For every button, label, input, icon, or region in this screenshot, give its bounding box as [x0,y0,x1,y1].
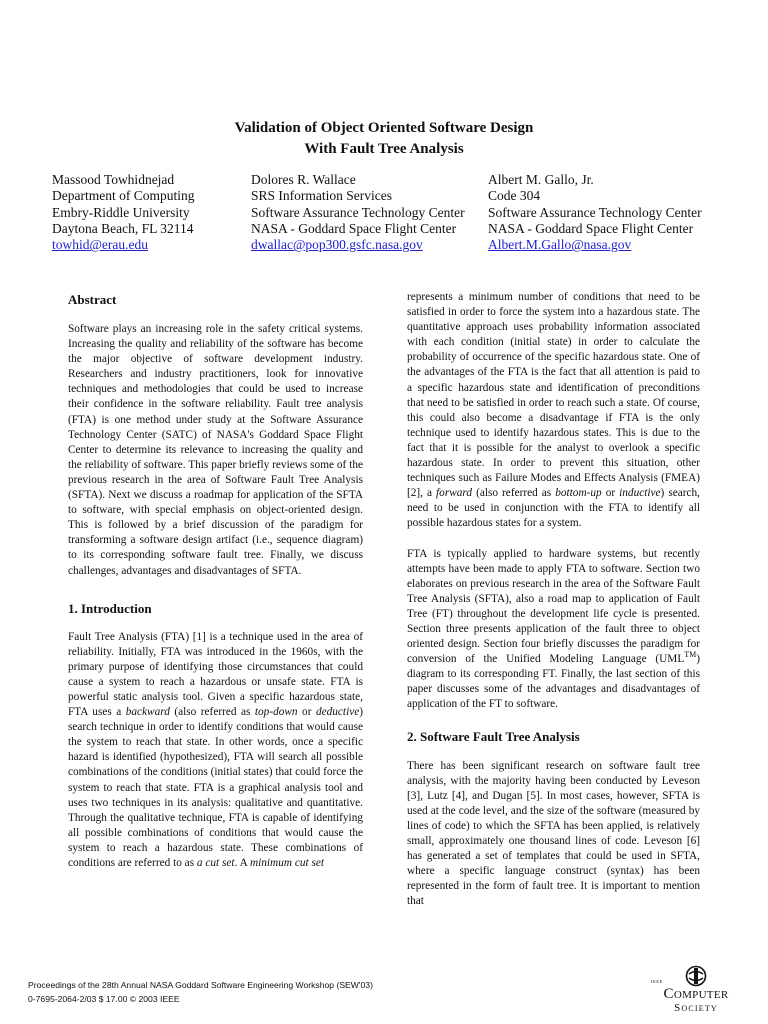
footer-proceedings-line: Proceedings of the 28th Annual NASA Goddard Software Engineering Workshop (SEW'03) [28,980,373,990]
author-name: Dolores R. Wallace [251,172,356,187]
author-email-link[interactable]: Albert.M.Gallo@nasa.gov [488,237,632,253]
section-2-text: There has been significant research on software fault tree analysis, with the majority having been conducted by Leveson [3], Lutz [4], and Dugan [5]. In most cases, however, SFTA is used at the code level, and the size of the software (measured by lines of code) to which the SFTA has been applied, is relatively small, approximately one thousand lines of code. Leveson [6] has generated a set of templates that could be used in SFTA, where a specific language construct (syntax) has been represented in the form of fault tree. It is important to mention that [407,759,700,908]
author-3 [488,172,702,253]
abstract-heading: Abstract [68,292,117,307]
author-affiliation: Embry-Riddle University [52,204,190,220]
footer-copyright-line: 0-7695-2064-2/03 $ 17.00 © 2003 IEEE [28,994,180,1004]
author-name: Albert M. Gallo, Jr. [488,172,594,187]
logo-line-computer: Computer [663,986,729,1002]
title-line-2: With Fault Tree Analysis [304,141,464,157]
section-2-heading: 2. Software Fault Tree Analysis [407,728,580,744]
right-column [407,290,700,909]
author-affiliation: Software Assurance Technology Center [488,204,702,220]
author-1 [52,172,194,253]
logo-line-society: Society [674,1002,718,1014]
intro-continued-paragraph: represents a minimum number of conditions that need to be satisfied in order to force the system into a hazardous state. The quantitative approach uses probability information associated with each condition (initial state) in order to calculate the probability of occurrence of the specific hazardous state. One of the advantages of the FTA is the fact that all attention is paid to a specific hazardous state and identification of preconditions that need to be satisfied in order to reach such a state. Of course, this could also become a disadvantage if FTA is the only technique used to identify hazardous states. This is due to the fact that it is possible for the analyst to overlook a specific hazardous state. In order to prevent this situation, other techniques such as Failure Modes and Effects Analysis (FMEA) [2], a forward (also referred as bottom-up or inductive) search, need to be used in conjunction with the FTA to identify all possible hazardous states for a system. [407,291,700,530]
proceedings-footer [28,978,373,1006]
ieee-emblem-icon [685,965,707,987]
author-affiliation: NASA - Goddard Space Flight Center [488,220,694,236]
author-affiliation: Department of Computing [52,188,195,204]
author-affiliation: SRS Information Services [251,188,392,204]
author-2 [251,172,465,253]
author-affiliation: Daytona Beach, FL 32114 [52,220,194,236]
author-email-link[interactable]: towhid@erau.edu [52,237,149,253]
author-affiliation: Software Assurance Technology Center [251,204,465,220]
ieee-label: IEEE [651,979,663,984]
author-email-link[interactable]: dwallac@pop300.gsfc.nasa.gov [251,237,423,253]
author-affiliation: NASA - Goddard Space Flight Center [251,220,457,236]
left-column [68,290,363,871]
title-line-1: Validation of Object Oriented Software Design [234,120,534,136]
abstract-text: Software plays an increasing role in the safety critical systems. Increasing the quality and reliability of the software has become the major objective of software development industry. Researchers and industry practitioners, look for innovative techniques and methodologies that could be used to increase their confidence in the software reliability. Fault tree analysis (FTA) is one method under study at the Software Assurance Technology Center (SATC) of NASA's Goddard Space Flight Center to determine its relevance to increasing the quality and the reliability of software. This paper briefly reviews some of the previous research in the area of Software Fault Tree Analysis (SFTA). Next we discuss a roadmap for application of the SFTA to software, with special emphasis on object-oriented design. This is followed by a brief discussion of the paradigm for transforming a software design artifact (i.e., sequence diagram) to its corresponding software fault tree. Finally, we discuss challenges, advantages and disadvantages of SFTA. [68,323,363,577]
computer-society-logo [631,965,761,1020]
author-affiliation: Code 304 [488,188,541,204]
introduction-text: Fault Tree Analysis (FTA) [1] is a technique used in the area of reliability. Initially, FTA was introduced in the 1960s, with the primary purpose of identifying those circumstances that could cause a system to reach a hazardous or unsafe state. FTA is powerful static analysis tool. Given a specific hazardous state, FTA uses a backward (also referred as top-down or deductive) search technique in order to identify conditions that would cause the system to reach that state. In other words, once a specific hazard is identified (hypothesized), FTA will search all possible combinations of the conditions (initial states) that could force the system to reach that state. FTA is a graphical analysis tool and uses two techniques in its analysis: qualitative and quantitative. Through the qualitative technique, FTA is capable of identifying all possible combinations of conditions that would cause the system to reach a hazardous state. These combinations of conditions are referred to as a cut set. A minimum cut set [68,630,363,869]
paper-title [0,118,768,160]
author-name: Massood Towhidnejad [52,172,175,187]
introduction-heading: 1. Introduction [68,600,152,616]
intro-outline-paragraph: FTA is typically applied to hardware systems, but recently attempts have been made to apply FTA to software. Section two elaborates on previous research in the area of the Software Fault Tree Analysis (SFTA), also a road map to application of Fault Tree (FT) throughout the development life cycle is presented. Section three presents application of the fault three to object oriented design. Section four briefly discusses the paradigm for conversion of the Unified Modeling Language (UML™) diagram to its corresponding FT. Finally, the last section of this paper discusses some of the advantages and disadvantages of application of the FT to software. [407,547,700,711]
